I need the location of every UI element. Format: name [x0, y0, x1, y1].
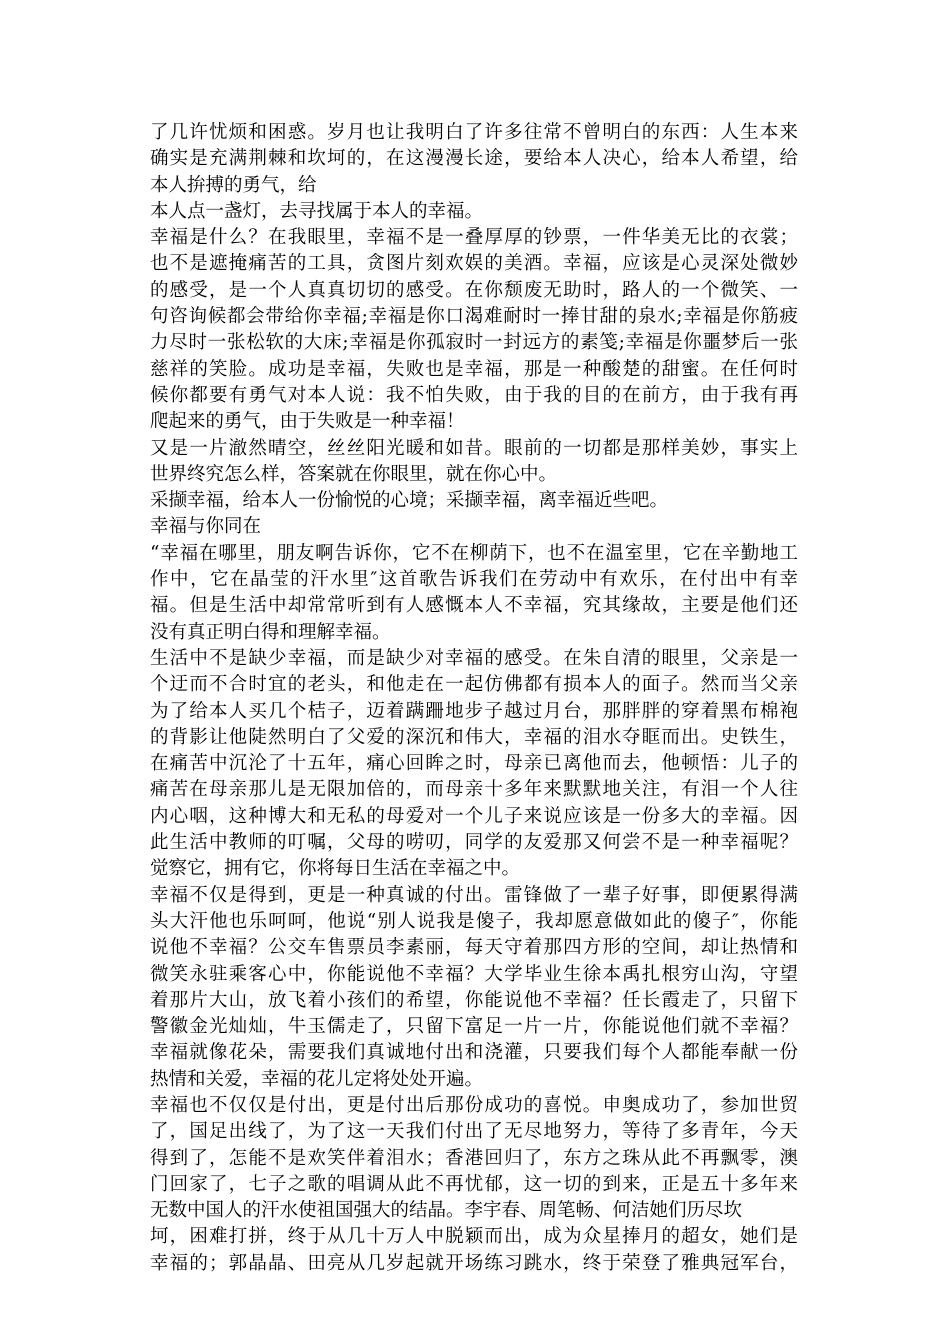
- text-line: 本人拚搏的勇气，给: [150, 174, 317, 196]
- text-line: 爬起来的勇气，由于失败是一种幸福！: [150, 411, 465, 433]
- text-line: 坷，困难打拼，终于从几十万人中脱颖而出，成为众星捧月的超女，她们是: [150, 1226, 798, 1248]
- text-line: 确实是充满荆棘和坎坷的，在这漫漫长途，要给本人决心，给本人希望，给: [150, 148, 798, 170]
- text-line: 幸福也不仅仅是付出，更是付出后那份成功的喜悦。申奥成功了，参加世贸: [150, 1094, 798, 1116]
- text-line: 得到了，怎能不是欢笑伴着泪水；香港回归了，东方之珠从此不再飘零，澳: [150, 1147, 798, 1169]
- text-line: 的背影让他陡然明白了父爱的深沉和伟大，幸福的泪水夺眶而出。史铁生，: [150, 726, 798, 748]
- text-line: 句咨询候都会带给你幸福;幸福是你口渴难耐时一捧甘甜的泉水;幸福是你筋疲: [150, 306, 798, 328]
- text-line: 没有真正明白得和理解幸福。: [150, 621, 391, 643]
- text-line: 着那片大山，放飞着小孩们的希望，你能说他不幸福？任长霞走了，只留下: [150, 989, 798, 1011]
- text-line: 内心咽，这种博大和无私的母爱对一个儿子来说应该是一份多大的幸福。因: [150, 805, 798, 827]
- text-line: 在痛苦中沉沦了十五年，痛心回眸之时，母亲已离他而去，他顿悟：儿子的: [150, 753, 798, 775]
- text-line: 候你都要有勇气对本人说：我不怕失败，由于我的目的在前方，由于我有再: [150, 384, 798, 406]
- text-line: 世界终究怎么样，答案就在你眼里，就在你心中。: [150, 463, 558, 485]
- text-line: 生活中不是缺少幸福，而是缺少对幸福的感受。在朱自清的眼里，父亲是一: [150, 647, 798, 669]
- text-line: 本人点一盏灯，去寻找属于本人的幸福。: [150, 200, 484, 222]
- text-line: 也不是遮掩痛苦的工具，贪图片刻欢娱的美酒。幸福，应该是心灵深处微妙: [150, 253, 798, 275]
- text-line: 慈祥的笑脸。成功是幸福，失败也是幸福，那是一种酸楚的甜蜜。在任何时: [150, 358, 798, 380]
- text-line: 热情和关爱，幸福的花儿定将处处开遍。: [150, 1068, 484, 1090]
- text-line: 又是一片澈然晴空，丝丝阳光暖和如昔。眼前的一切都是那样美妙，事实上: [150, 437, 798, 459]
- text-line: 说他不幸福？公交车售票员李素丽，每天守着那四方形的空间，却让热情和: [150, 937, 798, 959]
- text-line: 微笑永驻乘客心中，你能说他不幸福？大学毕业生徐本禹扎根穷山沟，守望: [150, 963, 798, 985]
- text-line: 幸福是什么？在我眼里，幸福不是一叠厚厚的钞票，一件华美无比的衣裳；: [150, 227, 798, 249]
- document-body-text: [150, 120, 798, 1277]
- text-line: 此生活中教师的叮嘱，父母的唠叨，同学的友爱那又何尝不是一种幸福呢？: [150, 832, 798, 854]
- text-line: 幸福的；郭晶晶、田亮从几岁起就开场练习跳水，终于荣登了雅典冠军台，: [150, 1252, 798, 1274]
- text-line: 觉察它，拥有它，你将每日生活在幸福之中。: [150, 858, 521, 880]
- text-line: 福。但是生活中却常常听到有人感慨本人不幸福，究其缘故，主要是他们还: [150, 595, 798, 617]
- text-line: 力尽时一张松软的大床;幸福是你孤寂时一封远方的素笺;幸福是你噩梦后一张: [150, 332, 798, 354]
- text-line: 幸福与你同在: [150, 516, 262, 538]
- text-line: 头大汗他也乐呵呵，他说“别人说我是傻子，我却愿意做如此的傻子″，你能: [150, 910, 798, 932]
- text-line: 了，国足出线了，为了这一天我们付出了无尽地努力，等待了多青年，今天: [150, 1121, 798, 1143]
- text-line: 警徽金光灿灿，牛玉儒走了，只留下富足一片一片，你能说他们就不幸福？: [150, 1016, 798, 1038]
- text-line: 幸福不仅是得到，更是一种真诚的付出。雷锋做了一辈子好事，即便累得满: [150, 884, 798, 906]
- text-line: 为了给本人买几个桔子，迈着蹒跚地步子越过月台，那胖胖的穿着黑布棉袍: [150, 700, 798, 722]
- text-line: “幸福在哪里，朋友啊告诉你，它不在柳荫下，也不在温室里，它在辛勤地工: [150, 542, 798, 564]
- text-line: 门回家了，七子之歌的唱调从此不再忧郁，这一切的到来，正是五十多年来: [150, 1173, 798, 1195]
- text-line: 采撷幸福，给本人一份愉悦的心境；采撷幸福，离幸福近些吧。: [150, 490, 669, 512]
- text-line: 幸福就像花朵，需要我们真诚地付出和浇灌，只要我们每个人都能奉献一份: [150, 1042, 798, 1064]
- text-line: 了几许忧烦和困惑。岁月也让我明白了许多往常不曾明白的东西：人生本来: [150, 122, 798, 143]
- text-line: 的感受，是一个人真真切切的感受。在你颓废无助时，路人的一个微笑、一: [150, 279, 798, 301]
- text-line: 作中，它在晶莹的汗水里″这首歌告诉我们在劳动中有欢乐，在付出中有幸: [150, 569, 798, 591]
- text-line: 个迂而不合时宜的老头，和他走在一起仿佛都有损本人的面子。然而当父亲: [150, 674, 798, 696]
- text-line: 痛苦在母亲那儿是无限加倍的，而母亲十多年来默默地关注，有泪一个人往: [150, 779, 798, 801]
- text-line: 无数中国人的汗水使祖国强大的结晶。李宇春、周笔畅、何洁她们历尽坎: [150, 1200, 743, 1222]
